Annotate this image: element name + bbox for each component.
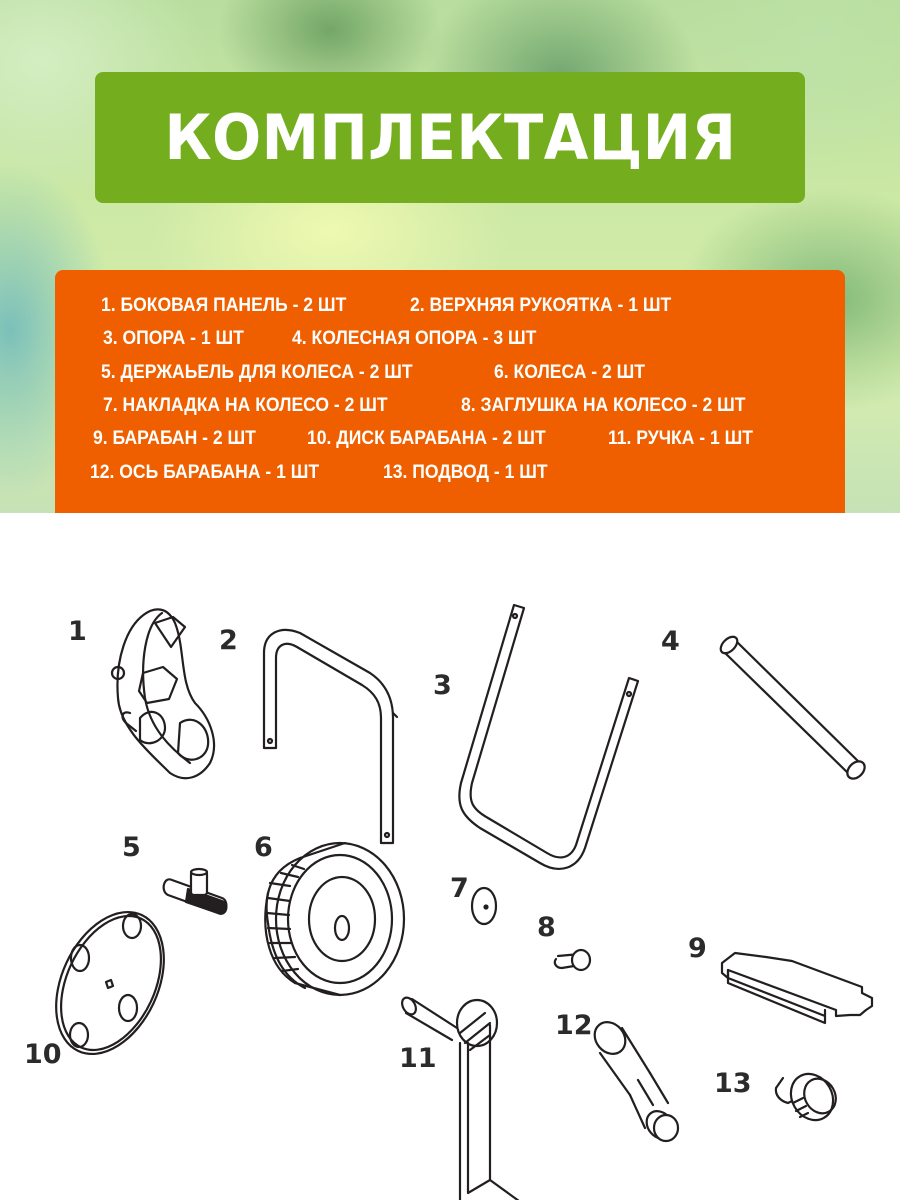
part-number-7: 7 bbox=[450, 873, 469, 904]
support-frame-icon bbox=[459, 605, 638, 869]
part-number-3: 3 bbox=[433, 670, 452, 701]
contents-item: 2. ВЕРХНЯЯ РУКОЯТКА - 1 ШТ bbox=[410, 294, 672, 316]
wheel-axle-rod-icon bbox=[718, 634, 868, 782]
part-number-11: 11 bbox=[399, 1043, 437, 1074]
part-number-13: 13 bbox=[714, 1068, 752, 1099]
drum-axle-icon bbox=[588, 1016, 678, 1144]
contents-row bbox=[55, 461, 845, 491]
wheel-holder-pin-icon bbox=[164, 869, 227, 914]
contents-row bbox=[55, 394, 845, 424]
wheel-plug-icon bbox=[555, 950, 590, 970]
contents-item: 4. КОЛЕСНАЯ ОПОРА - 3 ШТ bbox=[292, 327, 537, 349]
contents-row bbox=[55, 361, 845, 391]
part-number-1: 1 bbox=[68, 616, 87, 647]
wheel-cover-icon bbox=[472, 888, 496, 924]
contents-item: 9. БАРАБАН - 2 ШТ bbox=[93, 427, 256, 449]
contents-item: 6. КОЛЕСА - 2 ШТ bbox=[494, 361, 645, 383]
part-number-8: 8 bbox=[537, 912, 556, 943]
crank-handle-icon bbox=[399, 995, 534, 1200]
contents-item: 11. РУЧКА - 1 ШТ bbox=[608, 427, 754, 449]
part-number-2: 2 bbox=[219, 625, 238, 656]
wheel-icon bbox=[265, 843, 404, 995]
contents-item: 12. ОСЬ БАРАБАНА - 1 ШТ bbox=[90, 461, 320, 483]
part-number-6: 6 bbox=[254, 832, 273, 863]
part-number-10: 10 bbox=[24, 1039, 62, 1070]
part-number-5: 5 bbox=[122, 832, 141, 863]
blurred-garden-background bbox=[0, 0, 900, 513]
contents-item: 7. НАКЛАДКА НА КОЛЕСО - 2 ШТ bbox=[103, 394, 388, 416]
contents-item: 8. ЗАГЛУШКА НА КОЛЕСО - 2 ШТ bbox=[461, 394, 746, 416]
side-panel-icon bbox=[112, 609, 214, 778]
part-number-4: 4 bbox=[661, 626, 680, 657]
contents-row bbox=[55, 294, 845, 324]
part-number-12: 12 bbox=[555, 1010, 593, 1041]
contents-item: 10. ДИСК БАРАБАНА - 2 ШТ bbox=[307, 427, 546, 449]
contents-row bbox=[55, 427, 845, 457]
top-handle-icon bbox=[264, 630, 397, 843]
contents-item: 5. ДЕРЖАЬЕЛЬ ДЛЯ КОЛЕСА - 2 ШТ bbox=[101, 361, 413, 383]
drum-slat-icon bbox=[722, 953, 872, 1023]
inlet-connector-icon bbox=[776, 1066, 842, 1128]
part-number-9: 9 bbox=[688, 933, 707, 964]
contents-row bbox=[55, 327, 845, 357]
contents-item: 1. БОКОВАЯ ПАНЕЛЬ - 2 ШТ bbox=[101, 294, 347, 316]
contents-list-panel bbox=[55, 270, 845, 513]
parts-diagram bbox=[0, 513, 900, 1200]
title-banner bbox=[95, 72, 805, 203]
page-title: КОМПЛЕКТАЦИЯ bbox=[164, 101, 736, 174]
contents-item: 3. ОПОРА - 1 ШТ bbox=[103, 327, 244, 349]
contents-item: 13. ПОДВОД - 1 ШТ bbox=[383, 461, 548, 483]
